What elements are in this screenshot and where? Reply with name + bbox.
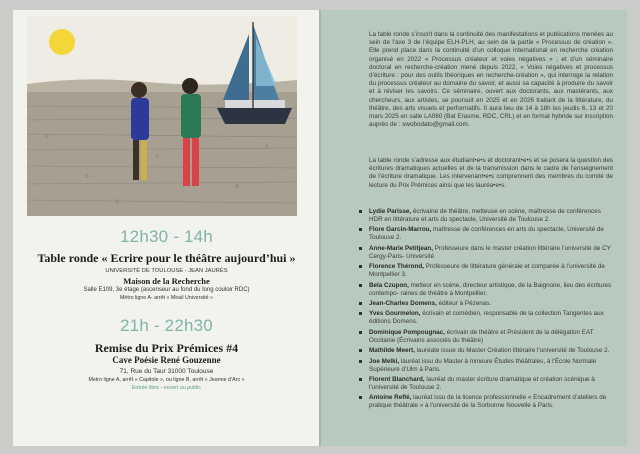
list-item: Jean-Charles Domens, éditeur à Pézenas. (357, 300, 613, 308)
bullet-icon (359, 228, 362, 231)
event2-time: 21h - 22h30 (120, 316, 213, 335)
bullet-icon (359, 331, 362, 334)
event1-time: 12h30 - 14h (120, 227, 213, 246)
intro-paragraph-1: La table ronde s’inscrit dans la continuité des manifestations et publications menées au sein de l’axe 3 de l’équipe ELH-PLH, au sein de la partie « Processus de création ». Elle prend place dans la continuité d’un colloque international en recherche création organisé en 2022 « Processus créateur et voies négatives » ; et d’un séminaire doctoral en recherche-création mené depuis 2022, « Voies négatives et processus d’écriture : pour des outils théoriques en recherche-création », qui interroge la relation du processus créateur au domaine du savoir, et aussi sa capacité à produire du savoir et à réviser les savoirs. Ce séminaire, ouvert aux doctorants, aux mastérants, aux chercheurs, aux artistes, se poursuit en 2025 et en 2026 traitant de la littérature, du théâtre, des arts visuels et performatifs. Il aura lieu de 14 à 18h les jeudis 6, 13 et 20 mars 2025 en salle LA060 (Bat Erasme, RDC, CRL) et en format hybride sur inscription auprès de : swobodato@gmail.com. (369, 31, 613, 129)
audience-text (369, 157, 613, 190)
event1-title: Table ronde « Ecrire pour le théâtre aujourd’hui » (37, 251, 296, 265)
bullet-icon (359, 302, 362, 305)
event1-room: Salle E109, 3e étage (ascenseur au fond du long couloir RDC) (83, 287, 250, 293)
bullet-icon (359, 378, 362, 381)
list-item: Bela Czupon, metteur en scène, directeur artistique, de la Baignoire, lieu des écritures contempo- raines de théâtre à Montpellier. (357, 282, 613, 298)
bullet-icon (359, 210, 362, 213)
bullet-icon (359, 360, 362, 363)
event1-metro: Métro ligne A- arrêt « Mirail Université » (119, 295, 214, 301)
bullet-icon (359, 312, 362, 315)
list-item: Lydie Parisse, écrivaine de théâtre, metteuse en scène, maîtresse de conférences HDR en littérature et arts du spectacle, Université de Toulouse 2. (357, 208, 613, 224)
list-item: Antoine Reflé, lauréat issu de la licence professionnelle « Encadrement d’ateliers de pratique théâtrale » à l’université de la Sorbonne Nouvelle à Paris. (357, 394, 613, 410)
list-item: Dominique Pompougnac, écrivain de théâtre et Président de la délégation EAT Occitanie (Écrivains associés du théâtre) (357, 329, 613, 345)
event1-university: UNIVERSITÉ DE TOULOUSE - JEAN JAURÈS (105, 268, 228, 274)
participants-list (357, 208, 613, 413)
event2-title: Remise du Prix Prémices #4 (94, 341, 239, 355)
event2-address: 71, Rue du Taur 31000 Toulouse (119, 368, 214, 375)
list-item: Florent Blanchard, lauréat du master écriture dramatique et création scénique à l’université de Toulouse 2. (357, 376, 613, 392)
event1-venue: Maison de la Recherche (123, 276, 210, 286)
intro-paragraph-2: La table ronde s’adresse aux étudiant•e•s et doctorant•e•s et se posera la question des écritures dramatiques actuelles et de la transmission dans le cadre de l’enseignement de l’écriture dramatique. Les intervenant•e•s comprennent des membres du comité de lecture du Prix Prémices ainsi que les lauréa•e•s. (369, 157, 613, 189)
list-item: Flore Garcin-Marrou, maîtresse de conférences en arts du spectacle, Université de Toulouse 2. (357, 226, 613, 242)
list-item: Joe Melki, lauréat issu du Master à mineure Études théâtrales, à l’École Normale Supérieure d’Ulm à Paris. (357, 358, 613, 374)
bullet-icon (359, 396, 362, 399)
bullet-icon (359, 265, 362, 268)
event2-venue: Cave Poésie René Gouzenne (112, 355, 221, 365)
event2-metro: Metro ligne A, arrêt « Capitole », ou ligne B, arrêt « Jeanne d’Arc » (88, 377, 245, 383)
bullet-icon (359, 284, 362, 287)
bullet-icon (359, 349, 362, 352)
intro-text (369, 31, 613, 129)
list-item: Yves Gourmelon, écrivain et comédien, responsable de la collection Tangentes aux éditions Domens. (357, 310, 613, 326)
beach-photo-icon (27, 16, 297, 216)
list-item: Mathilde Meert, lauréate issue du Master Création littéraire l’université de Toulouse 2. (357, 347, 613, 355)
list-item: Anne-Marie Petitjean, Professeure dans le master création littéraire l’université de CY Cergy-Paris- Université (357, 245, 613, 261)
event2-entry: Entrée libre - ouvert au public (131, 385, 202, 391)
list-item: Florence Thérond, Professeure de littérature générale et comparée à l’université de Montpellier 3. (357, 263, 613, 279)
bullet-icon (359, 247, 362, 250)
